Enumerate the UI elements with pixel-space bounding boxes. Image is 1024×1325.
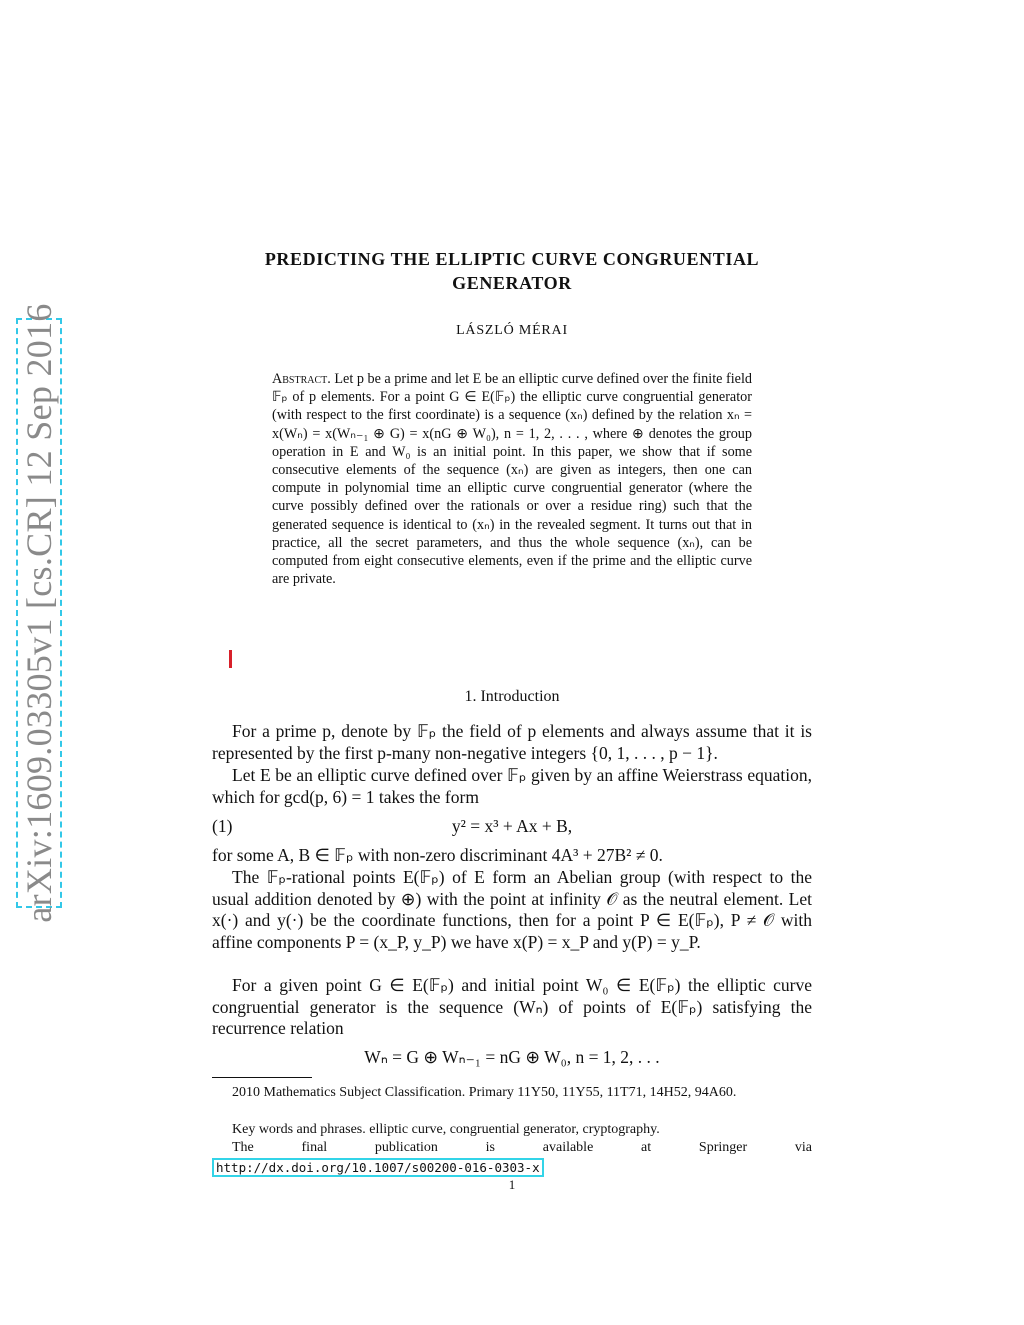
pub-word: Springer xyxy=(698,1140,748,1155)
equation-1-number: (1) xyxy=(212,816,233,836)
author-name: LÁSZLÓ MÉRAI xyxy=(456,323,568,338)
section-heading: 1. Introduction xyxy=(464,688,560,705)
footnote-keywords: Key words and phrases. elliptic curve, congruential generator, cryptography. xyxy=(232,1122,660,1137)
footnote-publication xyxy=(212,1139,812,1158)
pub-word: is xyxy=(485,1140,496,1155)
equation-2-body: Wₙ = G ⊕ Wₙ₋₁ = nG ⊕ W₀, n = 1, 2, . . . xyxy=(364,1047,660,1067)
title-line-2: GENERATOR xyxy=(452,273,572,293)
publication-line xyxy=(232,1139,812,1158)
equation-1 xyxy=(212,816,812,840)
pub-word: via xyxy=(794,1140,812,1155)
doi-link[interactable]: http://dx.doi.org/10.1007/s00200-016-0303-x xyxy=(212,1158,544,1177)
paragraph-3: for some A, B ∈ 𝔽ₚ with non-zero discriminant 4A³ + 27B² ≠ 0. xyxy=(212,845,663,865)
pub-word: publication xyxy=(374,1140,438,1155)
abstract-label: Abstract. xyxy=(272,371,331,387)
paragraph-5: For a given point G ∈ E(𝔽ₚ) and initial point W₀ ∈ E(𝔽ₚ) the elliptic curve congruential generator is the sequence (Wₙ) of points of E(𝔽ₚ) satisfying the recurrence relation xyxy=(212,975,812,1039)
footnote-rule xyxy=(212,1077,312,1078)
abstract xyxy=(272,370,752,588)
footnote-msc: 2010 Mathematics Subject Classification. Primary 11Y50, 11Y55, 11T71, 14H52, 94A60. xyxy=(232,1085,737,1100)
paragraph-4: The 𝔽ₚ-rational points E(𝔽ₚ) of E form an Abelian group (with respect to the usual addition denoted by ⊕) with the point at infinity 𝒪 as the neutral element. Let x(·) and y(·) be the coordinate functions, then for a point P ∈ E(𝔽ₚ), P ≠ 𝒪 with affine components P = (x_P, y_P) we have x(P) = x_P and y(P) = y_P. xyxy=(212,867,812,952)
page-number: 1 xyxy=(508,1177,516,1192)
arxiv-id: arXiv:1609.03305v1 [cs.CR] 12 Sep 2016 xyxy=(19,303,59,923)
paragraph-2: Let E be an elliptic curve defined over 𝔽ₚ given by an affine Weierstrass equation, which for gcd(p, 6) = 1 takes the form xyxy=(212,765,812,807)
pub-word: at xyxy=(641,1140,652,1155)
equation-1-body: y² = x³ + Ax + B, xyxy=(451,816,573,836)
red-margin-mark xyxy=(229,650,232,668)
paragraph-1: For a prime p, denote by 𝔽ₚ the field of p elements and always assume that it is represented by the first p-many non-negative integers {0, 1, . . . , p − 1}. xyxy=(212,721,812,763)
paper-title xyxy=(200,247,824,295)
abstract-text: Let p be a prime and let E be an elliptic curve defined over the finite field 𝔽ₚ of p elements. For a point G ∈ E(𝔽ₚ) the elliptic curve congruential generator (with respect to the first coordinate) is a sequence (xₙ) defined by the relation xₙ = x(Wₙ) = x(Wₙ₋₁ ⊕ G) = x(nG ⊕ W₀), n = 1, 2, . . . , where ⊕ denotes the group operation in E and W₀ is an initial point. In this paper, we show that if some consecutive elements of the sequence (xₙ) are given as integers, then one can compute in polynomial time an elliptic curve congruential generator (where the curve possibly defined over the rationals or over a residue ring) such that the generated sequence is identical to (xₙ) in the revealed segment. It turns out that in practice, all the secret parameters, and thus the whole sequence (xₙ), can be computed from eight consecutive elements, even if the prime and the elliptic curve are private. xyxy=(272,371,753,588)
title-line-1: PREDICTING THE ELLIPTIC CURVE CONGRUENTIAL xyxy=(264,249,760,269)
arxiv-stamp xyxy=(16,303,62,923)
pub-word: final xyxy=(301,1140,328,1155)
equation-2 xyxy=(212,1047,812,1071)
pub-word: The xyxy=(232,1140,254,1155)
pub-word: available xyxy=(542,1140,594,1155)
doi-line xyxy=(212,1158,812,1179)
